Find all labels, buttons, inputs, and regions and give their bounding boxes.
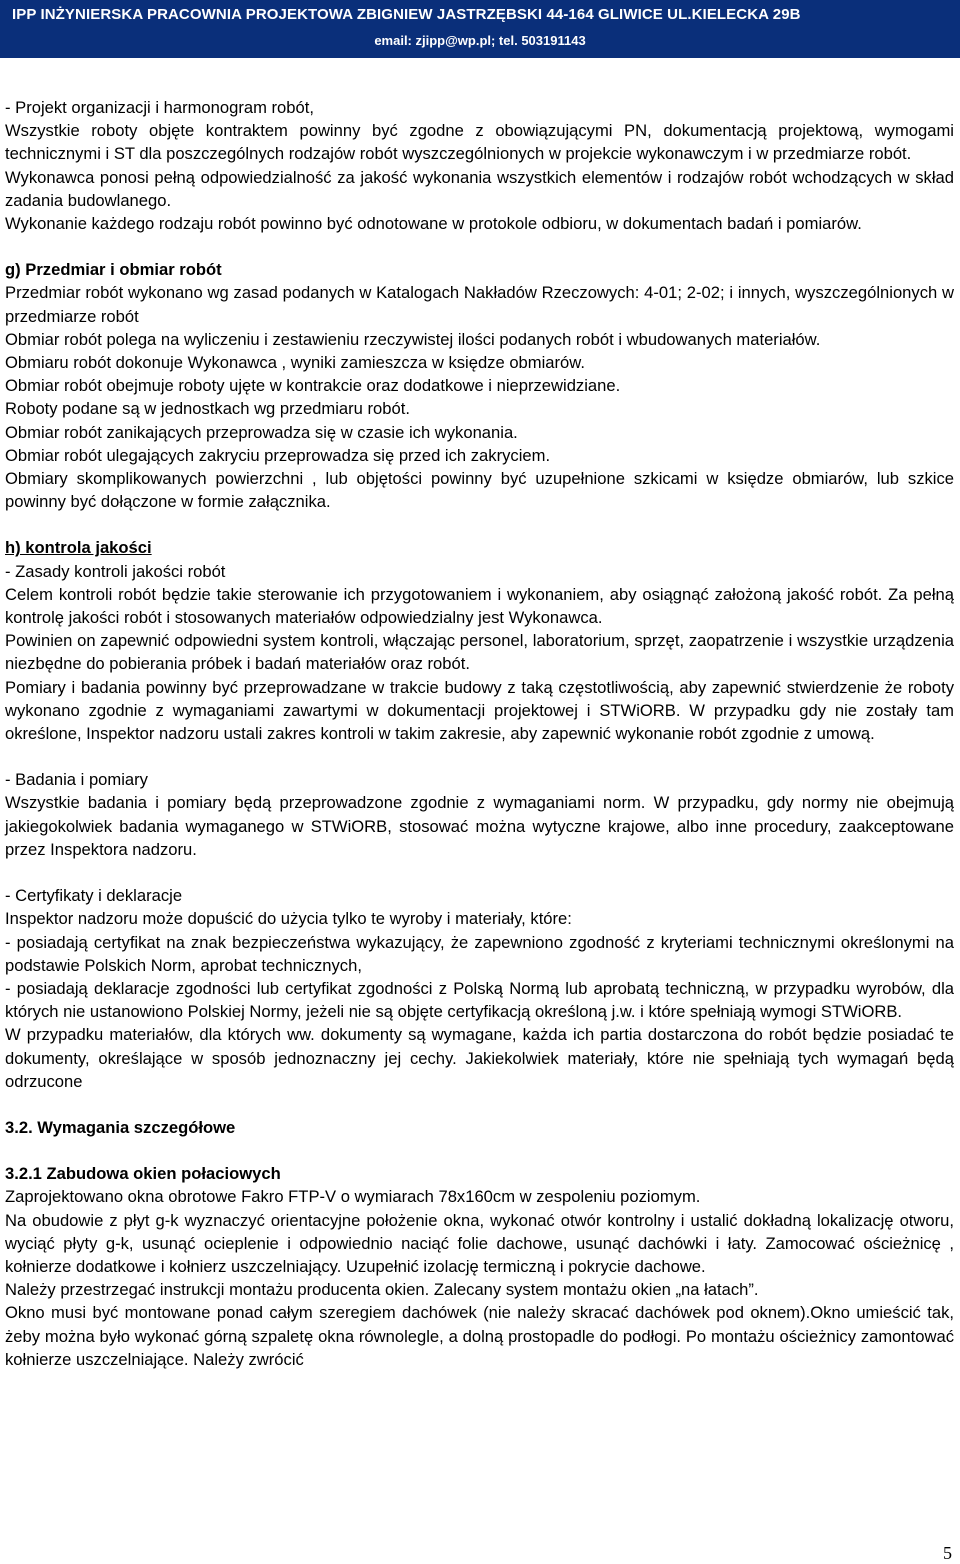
subsection-title: - Zasady kontroli jakości robót bbox=[5, 561, 226, 581]
section-321-heading: 3.2.1 Zabudowa okien połaciowych bbox=[5, 1164, 281, 1184]
page-number: 5 bbox=[943, 1543, 952, 1563]
section-g-paragraph: Obmiar robót zanikających przeprowadza się w czasie ich wykonania. bbox=[5, 422, 518, 442]
section-h-paragraph: Inspektor nadzoru może dopuścić do użycia tylko te wyroby i materiały, które: bbox=[5, 909, 572, 929]
spacer bbox=[5, 745, 954, 768]
section-h-paragraph: - posiadają deklaracje zgodności lub certyfikat zgodności z Polską Normą lub aprobatą techniczną, w przypadku wyrobów, dla których nie ustanowiono Polskiej Normy, jeżeli nie są objęte certyfikacją określoną j.w. i które spełniają wymogi STWiORB. bbox=[5, 978, 954, 1022]
section-g-paragraph: Obmiar robót polega na wyliczeniu i zestawieniu rzeczywistej ilości podanych robót i wbudowanych materiałów. bbox=[5, 329, 821, 349]
section-g-paragraph: Roboty podane są w jednostkach wg przedmiaru robót. bbox=[5, 399, 410, 419]
section-321-paragraph: Okno musi być montowane ponad całym szeregiem dachówek (nie należy skracać dachówek pod oknem).Okno umieścić tak, żeby można było wykonać górną szpaletę okna równolegle, a dolną prostopadle do podłogi. Po montażu ościeżnicy zamontować kołnierze uszczelniające. Należy zwrócić bbox=[5, 1303, 954, 1369]
section-h-paragraph: W przypadku materiałów, dla których ww. dokumenty są wymagane, każda ich partia dostarczona do robót będzie posiadać te dokumenty, określające w sposób jednoznaczny jej cechy. Jakiekolwiek materiały, które nie spełniają tych wymagań będą odrzucone bbox=[5, 1025, 954, 1091]
section-h-paragraph: Wszystkie badania i pomiary będą przeprowadzone zgodnie z wymaganiami norm. W przypadku, gdy normy nie obejmują jakiegokolwiek badania wymaganego w STWiORB, stosować można wytyczne krajowe, albo inne procedury, zaakceptowane przez Inspektora nadzoru. bbox=[5, 793, 954, 859]
section-h-paragraph: Pomiary i badania powinny być przeprowadzane w trakcie budowy z taką częstotliwością, aby zapewnić stwierdzenie że roboty wykonano zgodnie z wymaganiami zawartymi w dokumentacji projektowej i STWiORB. W przypadku gdy nie zostały tam określone, Inspektor nadzoru ustali zakres kontroli w takim zakresie, aby zapewnić wykonanie robót zgodnie z umową. bbox=[5, 677, 954, 744]
section-h-heading: h) kontrola jakości bbox=[5, 538, 152, 558]
contact-line: email: zjipp@wp.pl; tel. 503191143 bbox=[374, 33, 586, 48]
intro-line: - Projekt organizacji i harmonogram robót, bbox=[5, 98, 314, 117]
company-name: IPP INŻYNIERSKA PRACOWNIA PROJEKTOWA ZBIGNIEW JASTRZĘBSKI 44-164 GLIWICE UL.KIELECKA 29B bbox=[12, 6, 801, 23]
section-g-paragraph: Obmiaru robót dokonuje Wykonawca , wyniki zamieszcza w księdze obmiarów. bbox=[5, 353, 585, 373]
subsection-title: - Certyfikaty i deklaracje bbox=[5, 886, 183, 906]
document-body bbox=[5, 96, 954, 1371]
document-header bbox=[0, 0, 960, 58]
spacer bbox=[5, 235, 954, 258]
intro-paragraph: Wykonawca ponosi pełną odpowiedzialność za jakość wykonania wszystkich elementów i rodzajów robót wchodzących w skład zadania budowlanego. bbox=[5, 167, 954, 210]
spacer bbox=[5, 1139, 954, 1162]
section-321-paragraph: Należy przestrzegać instrukcji montażu producenta okien. Zalecany system montażu okien „na łatach”. bbox=[5, 1280, 759, 1300]
section-h-paragraph: - posiadają certyfikat na znak bezpieczeństwa wykazujący, że zapewniono zgodność z kryteriami technicznymi określonymi na podstawie Polskich Norm, aprobat technicznych, bbox=[5, 932, 954, 975]
section-321-paragraph: Zaprojektowano okna obrotowe Fakro FTP-V o wymiarach 78x160cm w zespoleniu poziomym. bbox=[5, 1187, 701, 1207]
section-g-paragraph: Obmiar robót ulegających zakryciu przeprowadza się przed ich zakryciem. bbox=[5, 445, 551, 465]
intro-paragraph: Wszystkie roboty objęte kontraktem powinny być zgodne z obowiązującymi PN, dokumentacją projektową, wymogami technicznymi i ST dla poszczególnych rodzajów robót wyszczególnionych w projekcie wykonawczym i w przedmiarze robót. bbox=[5, 121, 954, 164]
section-h-paragraph: Powinien on zapewnić odpowiedni system kontroli, włączając personel, laboratorium, sprzęt, zaopatrzenie i wszystkie urządzenia niezbędne do pobierania próbek i badań materiałów oraz robót. bbox=[5, 631, 954, 674]
section-g-paragraph: Przedmiar robót wykonano wg zasad podanych w Katalogach Nakładów Rzeczowych: 4-01; 2-02; i innych, wyszczególnionych w przedmiarze robót bbox=[5, 283, 954, 326]
section-h-paragraph: Celem kontroli robót będzie takie sterowanie ich przygotowaniem i wykonaniem, aby osiągnąć założoną jakość robót. Za pełną kontrolę jakości robót i stosowanych materiałów odpowiedzialny jest Wykonawca. bbox=[5, 584, 954, 628]
section-g-paragraph: Obmiar robót obejmuje roboty ujęte w kontrakcie oraz dodatkowe i nieprzewidziane. bbox=[5, 376, 621, 396]
section-321-paragraph: Na obudowie z płyt g-k wyznaczyć orientacyjne położenie okna, wykonać otwór kontrolny i ustalić dokładną lokalizację otworu, wyciąć płyty g-k, usunąć ocieplenie i odpowiednio naciąć folie dachowe, usunąć dachówki i łaty. Zamocować ościeżnicę , kołnierze dodatkowe i kołnierz uszczelniający. Uzupełnić izolację termiczną i pokrycie dachowe. bbox=[5, 1210, 954, 1276]
spacer bbox=[5, 1093, 954, 1116]
spacer bbox=[5, 861, 954, 884]
section-32-heading: 3.2. Wymagania szczegółowe bbox=[5, 1117, 236, 1137]
section-g-heading: g) Przedmiar i obmiar robót bbox=[5, 260, 222, 280]
spacer bbox=[5, 513, 954, 536]
intro-paragraph: Wykonanie każdego rodzaju robót powinno być odnotowane w protokole odbioru, w dokumentach badań i pomiarów. bbox=[5, 214, 862, 234]
subsection-title: - Badania i pomiary bbox=[5, 770, 148, 790]
section-g-paragraph: Obmiary skomplikowanych powierzchni , lub objętości powinny być uzupełnione szkicami w księdze obmiarów, lub szkice powinny być dołączone w formie załącznika. bbox=[5, 469, 954, 512]
